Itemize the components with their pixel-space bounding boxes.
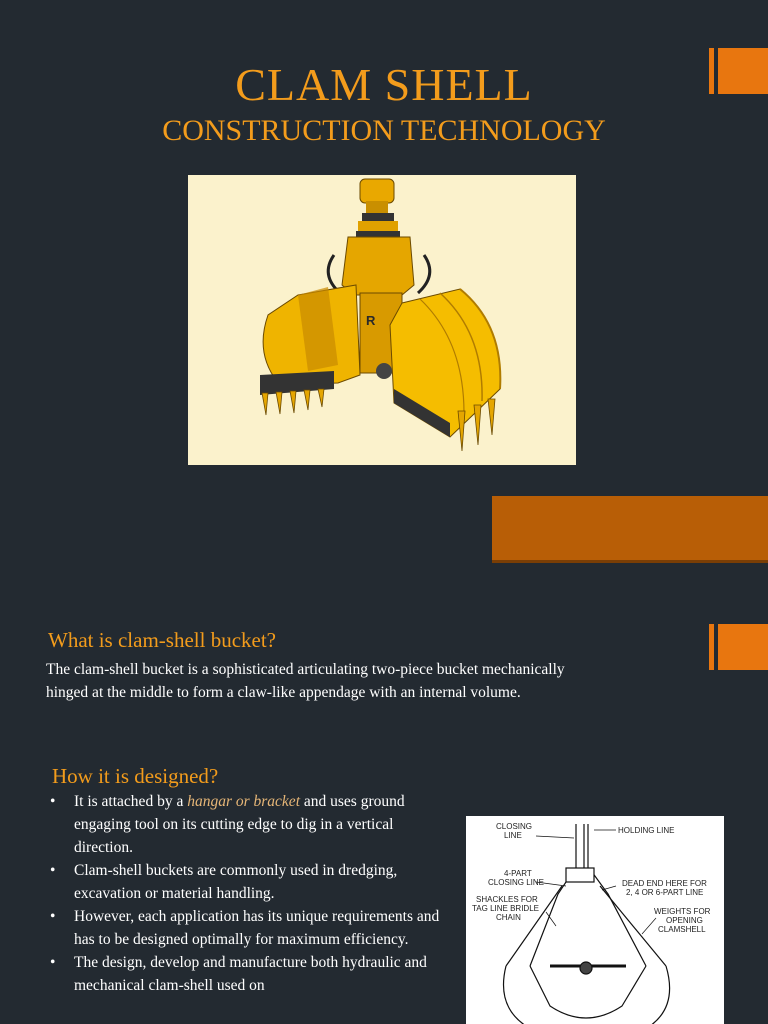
- bullet-item: [50, 790, 450, 859]
- slide-title-text: CLAM SHELL: [235, 59, 533, 110]
- clamshell-line-drawing: [466, 816, 724, 1024]
- diagram-label: SHACKLES FOR: [476, 895, 538, 904]
- diagram-label: LINE: [504, 831, 522, 840]
- intro-paragraph: The clam-shell bucket is a sophisticated articulating two-piece bucket mechanically hinged at the middle to form a claw-like appendage with an internal volume.: [46, 661, 565, 701]
- bullet-text: It is attached by a: [74, 793, 188, 810]
- diagram-label: TAG LINE BRIDLE: [472, 904, 539, 913]
- diagram-label: CLOSING: [496, 822, 533, 831]
- diagram-label: CLAMSHELL: [658, 925, 706, 934]
- bucket-letter: R: [366, 313, 376, 328]
- bullet-item: [50, 905, 450, 951]
- bullet-text: The design, develop and manufacture both hydraulic and mechanical clam-shell used on: [74, 954, 427, 994]
- accent-bars-2: [709, 624, 768, 670]
- slide-subtitle-text: CONSTRUCTION TECHNOLOGY: [162, 114, 606, 147]
- bullet-text: Clam-shell buckets are commonly used in dredging, excavation or material handling.: [74, 862, 398, 902]
- accent-bar-thick-2: [718, 624, 768, 670]
- diagram-label: OPENING: [666, 916, 703, 925]
- orange-accent-block: [492, 496, 768, 563]
- clamshell-bucket-image: [188, 175, 576, 465]
- diagram-label: WEIGHTS FOR: [654, 907, 711, 916]
- bullet-item: [50, 951, 450, 997]
- clamshell-diagram: [466, 816, 724, 1024]
- diagram-label: CHAIN: [496, 913, 521, 922]
- design-bullets: [50, 790, 450, 997]
- heading-how-designed: How it is designed?: [52, 764, 219, 788]
- accent-bar-thin-2: [709, 624, 714, 670]
- slide-content: [0, 576, 768, 1024]
- heading-what-is: What is clam-shell bucket?: [48, 628, 276, 652]
- diagram-label: HOLDING LINE: [618, 826, 675, 835]
- diagram-label: 2, 4 OR 6-PART LINE: [626, 888, 704, 897]
- diagram-label: CLOSING LINE: [488, 878, 545, 887]
- bullet-text: and uses ground engaging tool on its cutting edge to dig in a vertical direction.: [74, 793, 405, 856]
- diagram-label: DEAD END HERE FOR: [622, 879, 707, 888]
- bullet-item: [50, 859, 450, 905]
- bullet-text: However, each application has its unique requirements and has to be designed optimally for maximum efficiency.: [74, 908, 440, 948]
- clamshell-bucket-illustration: [188, 175, 576, 465]
- bullet-emphasis: hangar or bracket: [187, 793, 300, 810]
- diagram-label: 4-PART: [504, 869, 532, 878]
